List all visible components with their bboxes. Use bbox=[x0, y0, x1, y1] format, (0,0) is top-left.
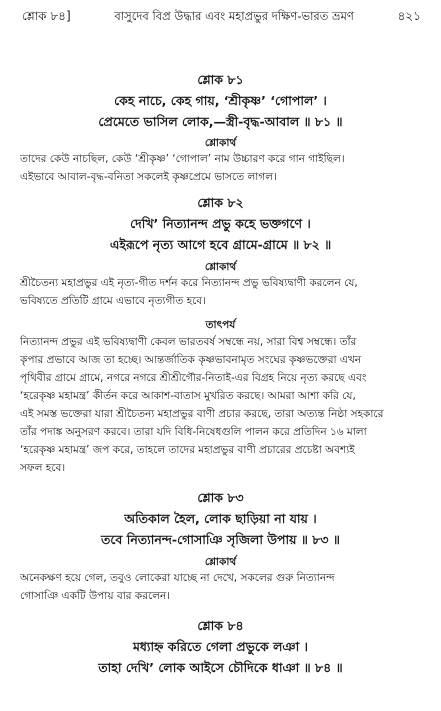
verse-83-line-2: তবে নিত্যানন্দ-গোসাঞি সৃজিলা উপায় ॥ ৮৩ ॥ bbox=[101, 532, 340, 547]
purport-line-1: নিত্যানন্দ প্রভুর এই ভবিষ্যদ্বাণী কেবল ভারতবর্ষ সম্বন্ধে নয়, সারা বিশ্ব সম্বন্ধে। তাঁর bbox=[20, 336, 357, 348]
verse-82-translation-label: শ্লোকার্থ bbox=[204, 261, 237, 273]
running-head-verse-ref: শ্লোক ৮৪] bbox=[22, 9, 71, 23]
verse-81-line-1: কেহ নাচে, কেহ গায়, ‘শ্রীকৃষ্ণ’ ‘গোপাল’ । bbox=[114, 93, 327, 108]
verse-81-line-2: প্রেমেতে ভাসিল লোক,—স্ত্রী-বৃদ্ধ-আবাল ॥ ৮১ ॥ bbox=[98, 114, 343, 129]
verse-81-translation-line-1: তাদের কেউ নাচছিল, কেউ ‘শ্রীকৃষ্ণ’ ‘গোপাল’ নাম উচ্চারণ করে গান গাইছিল। bbox=[20, 153, 345, 165]
verse-81-translation-label: শ্লোকার্থ bbox=[204, 137, 237, 149]
verse-82-translation-line-2: ভবিষ্যতে প্রতিটি গ্রামে এভাবে নৃত্যগীত হবে। bbox=[20, 295, 206, 307]
purport-line-4: ‘হরেকৃষ্ণ মহামন্ত্র’ কীর্তন করে আকাশ-বাতাস মুখরিত করছে। আমরা আশা করি যে, bbox=[20, 390, 356, 402]
verse-84-line-2: তাহা দেখি’ লোক আইসে চৌদিকে ধাঞা ॥ ৮৪ ॥ bbox=[98, 660, 343, 675]
verse-81-translation-line-2: এইভাবে আবাল-বৃদ্ধ-বনিতা সকলেই কৃষ্ণপ্রেমে ভাসতে লাগল। bbox=[20, 171, 277, 183]
verse-82-purport-label: তাৎপর্য bbox=[205, 319, 236, 331]
verse-83-translation-label: শ্লোকার্থ bbox=[204, 556, 237, 568]
purport-line-5: এই সমস্ত ভক্তেরা যারা শ্রীচৈতন্য মহাপ্রভুর বাণী প্রচার করছে, তারা অত্যন্ত নিষ্ঠা সহকারে bbox=[20, 408, 384, 420]
verse-82-line-1: দেখি’ নিত্যানন্দ প্রভু কহে ভক্তগণে । bbox=[130, 216, 311, 231]
verse-82-heading: শ্লোক ৮২ bbox=[197, 195, 244, 210]
verse-83-line-1: অতিকাল হৈল, লোক ছাড়িয়া না যায় । bbox=[124, 511, 317, 526]
bleed-through-smudge bbox=[86, 26, 336, 48]
verse-82-translation-line-1: শ্রীচৈতন্য মহাপ্রভুর এই নৃত্য-গীত দর্শন করে নিত্যানন্দ প্রভু ভবিষ্যদ্বাণী করলেন যে, bbox=[20, 277, 358, 289]
running-head-chapter-title: বাসুদেব বিপ্র উদ্ধার এবং মহাপ্রভুর দক্ষিণ-ভারত ভ্রমণ bbox=[114, 9, 354, 23]
verse-83-heading: শ্লোক ৮৩ bbox=[197, 490, 244, 505]
purport-line-6: তাঁর পদাঙ্ক অনুসরণ করবে। তারা যদি বিধি-নিষেধগুলি পালন করে প্রতিদিন ১৬ মালা bbox=[20, 426, 367, 438]
verse-83-translation-line-1: অনেকক্ষণ হয়ে গেল, তবুও লোকেরা যাচ্ছে না দেখে, সকলের গুরু নিত্যানন্দ bbox=[20, 572, 335, 584]
verse-83-translation-line-2: গোসাঞি একটি উপায় বার করলেন। bbox=[20, 590, 171, 602]
purport-line-2: কৃপার প্রভাবে আজ তা হচ্ছে। আন্তর্জাতিক কৃষ্ণভাবনামৃত সংঘের কৃষ্ণভক্তেরা এখন bbox=[20, 354, 362, 366]
page-number: ৪২১ bbox=[397, 9, 421, 23]
purport-line-7: ‘হরেকৃষ্ণ মহামন্ত্র’ জপ করে, তাহলে তাদের মহাপ্রভুর বাণী প্রচারের প্রচেষ্টা অবশ্যই bbox=[20, 444, 355, 456]
running-head bbox=[22, 8, 421, 28]
verse-82-line-2: এইরূপে নৃত্য আগে হবে গ্রামে-গ্রামে ॥ ৮২ ॥ bbox=[109, 237, 332, 252]
verse-84-heading: শ্লোক ৮৪ bbox=[197, 618, 244, 633]
purport-line-8: সফল হবে। bbox=[20, 462, 66, 474]
purport-line-3: পৃথিবীর গ্রামে গ্রামে, নগরে নগরে শ্রীশ্রীগৌর-নিতাই-এর বিগ্রহ নিয়ে নৃত্য করছে এবং bbox=[20, 372, 367, 384]
verse-84-line-1: মধ্যাহ্ন করিতে গেলা প্রভুকে লঞা । bbox=[132, 639, 309, 654]
verse-81-heading: শ্লোক ৮১ bbox=[197, 72, 244, 87]
